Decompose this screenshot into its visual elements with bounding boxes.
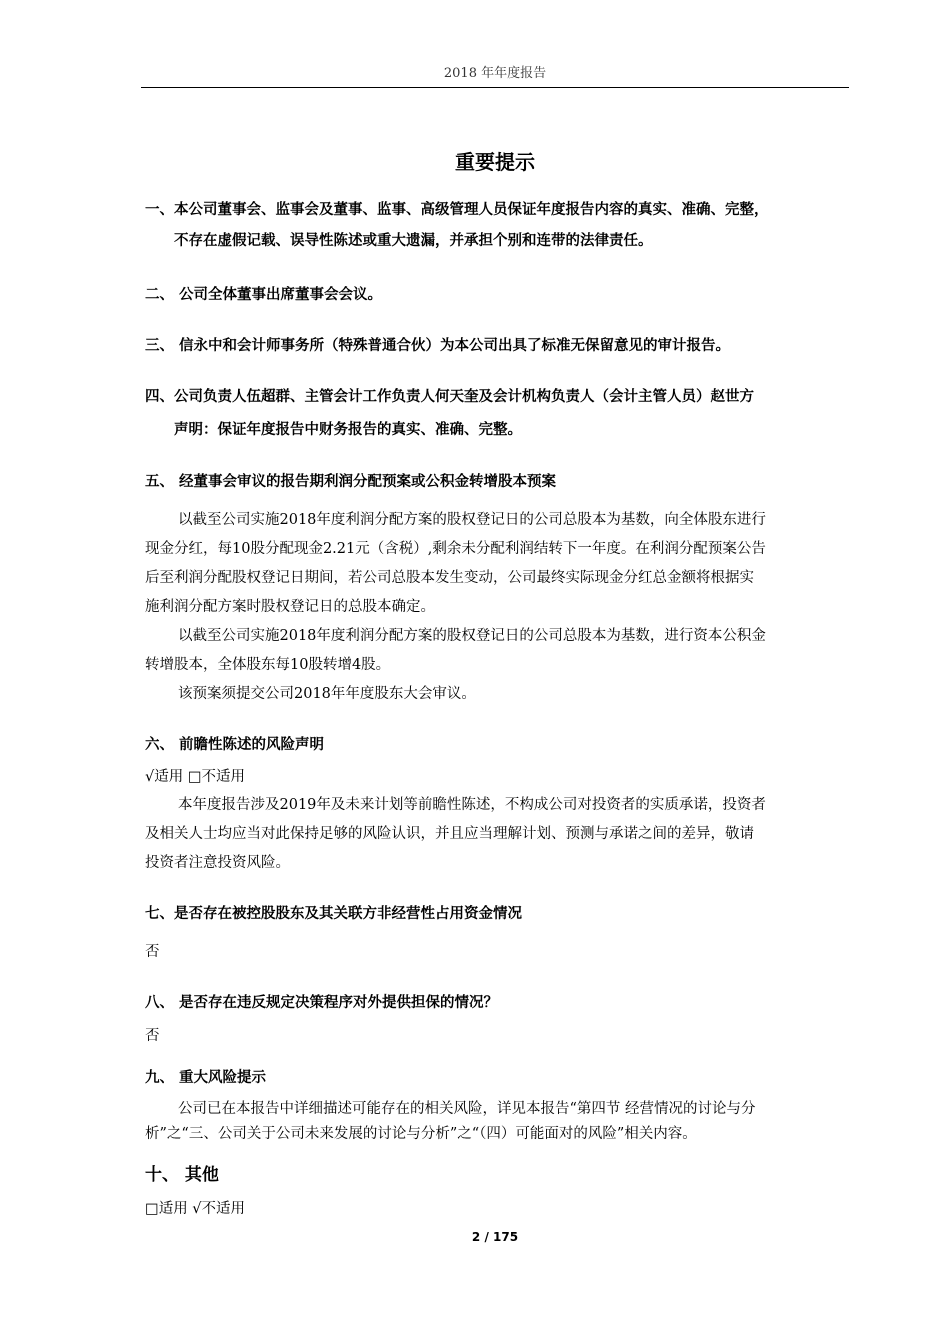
- section-5-para-2-line-1: 以截至公司实施2018年度利润分配方案的股权登记日的公司总股本为基数，进行资本公积金: [178, 628, 766, 644]
- section-7-heading: 七、是否存在被控股股东及其关联方非经营性占用资金情况: [145, 906, 522, 922]
- section-9-heading: 九、 重大风险提示: [145, 1070, 267, 1086]
- page-title: 重要提示: [455, 150, 535, 174]
- section-8-answer: 否: [145, 1028, 160, 1044]
- section-5-para-1-line-4: 施利润分配方案时股权登记日的总股本确定。: [145, 599, 435, 615]
- section-7-answer: 否: [145, 944, 160, 960]
- section-10-options: □适用 √不适用: [145, 1201, 246, 1217]
- section-1-line-2: 不存在虚假记载、误导性陈述或重大遗漏，并承担个别和连带的法律责任。: [174, 233, 653, 249]
- page-header: 2018 年年度报告: [443, 66, 547, 81]
- section-5-para-1-line-2: 现金分红，每10股分配现金2.21元（含税）,剩余未分配利润结转下一年度。在利润分配预案公告: [145, 541, 766, 557]
- section-5-para-1-line-1: 以截至公司实施2018年度利润分配方案的股权登记日的公司总股本为基数，向全体股东进行: [178, 512, 766, 528]
- section-5-para-3-line-1: 该预案须提交公司2018年年度股东大会审议。: [178, 686, 476, 702]
- page-number: 2 / 175: [471, 1230, 519, 1244]
- section-6-para-1-line-2: 及相关人士均应当对此保持足够的风险认识，并且应当理解计划、预测与承诺之间的差异，敬请: [145, 826, 754, 842]
- section-4-line-1: 四、公司负责人伍超群、主管会计工作负责人何天奎及会计机构负责人（会计主管人员）赵世方: [145, 389, 754, 405]
- section-9-para-1-line-1: 公司已在本报告中详细描述可能存在的相关风险，详见本报告“第四节 经营情况的讨论与分: [178, 1101, 756, 1117]
- header-rule: [141, 87, 849, 88]
- section-3: 三、 信永中和会计师事务所（特殊普通合伙）为本公司出具了标准无保留意见的审计报告。: [145, 338, 731, 354]
- section-5-para-1-line-3: 后至利润分配股权登记日期间，若公司总股本发生变动，公司最终实际现金分红总金额将根据实: [145, 570, 754, 586]
- section-6-options: √适用 □不适用: [145, 769, 246, 785]
- section-5-heading: 五、 经董事会审议的报告期利润分配预案或公积金转增股本预案: [145, 474, 557, 490]
- section-5-para-2-line-2: 转增股本，全体股东每10股转增4股。: [145, 657, 391, 673]
- section-10-heading: 十、 其他: [145, 1165, 219, 1185]
- section-6-heading: 六、 前瞻性陈述的风险声明: [145, 737, 325, 753]
- section-6-para-1-line-3: 投资者注意投资风险。: [145, 855, 290, 871]
- section-4-line-2: 声明：保证年度报告中财务报告的真实、准确、完整。: [174, 422, 522, 438]
- section-8-heading: 八、 是否存在违反规定决策程序对外提供担保的情况？: [145, 995, 499, 1011]
- section-6-para-1-line-1: 本年度报告涉及2019年及未来计划等前瞻性陈述，不构成公司对投资者的实质承诺，投资者: [178, 797, 766, 813]
- section-2: 二、 公司全体董事出席董事会会议。: [145, 287, 383, 303]
- section-1-line-1: 一、本公司董事会、监事会及董事、监事、高级管理人员保证年度报告内容的真实、准确、完整，: [145, 202, 769, 218]
- section-9-para-1-line-2: 析”之“三、公司关于公司未来发展的讨论与分析”之“（四）可能面对的风险”相关内容。: [145, 1126, 697, 1142]
